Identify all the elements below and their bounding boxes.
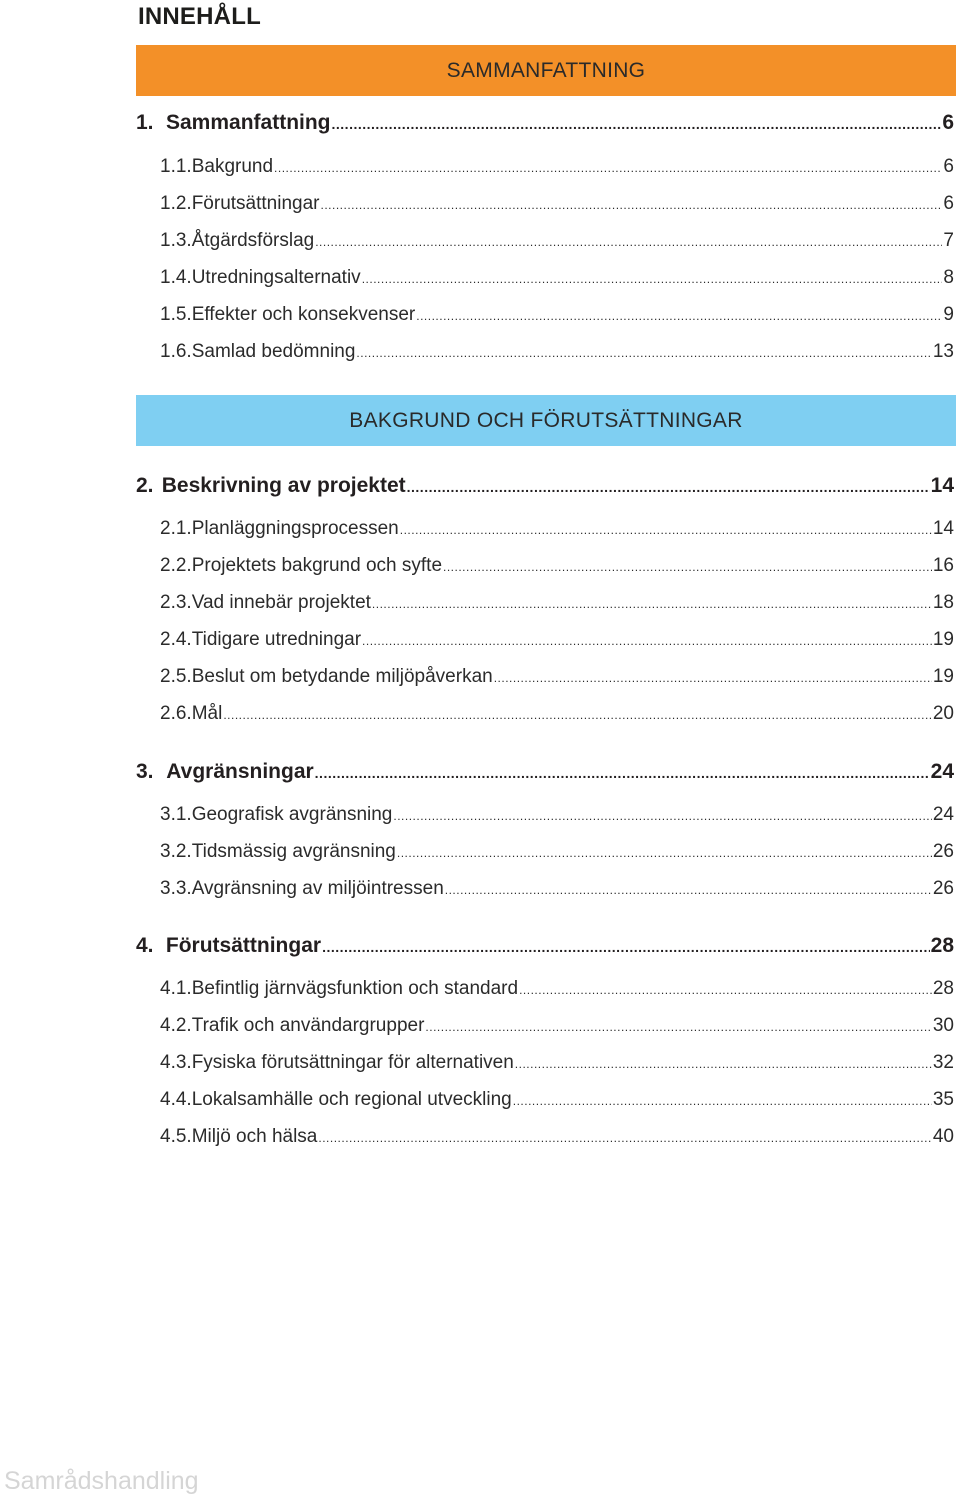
section-band-sammanfattning: SAMMANFATTNING [136,45,956,96]
dot-leader [274,161,942,175]
dot-leader [445,883,932,897]
dot-leader [362,634,932,648]
toc-title: Trafik och användargrupper [191,1015,425,1036]
toc-number: 1.6. [160,341,192,362]
dot-leader [515,1057,932,1071]
toc-entry-3-1[interactable] [160,804,954,826]
toc-number: 2.3. [160,592,192,613]
toc-chapter-2[interactable] [136,474,954,498]
toc-page: 9 [943,304,954,325]
dot-leader [425,1020,931,1034]
toc-title: Geografisk avgränsning [191,804,393,825]
toc-title: Sammanfattning [166,111,331,134]
toc-entry-4-4[interactable] [160,1089,954,1111]
toc-number: 1.3. [160,230,192,251]
toc-title: Planläggningsprocessen [191,518,399,539]
toc-page: 13 [932,341,954,362]
toc-page: 7 [943,230,954,251]
toc-entry-1-6[interactable] [160,341,954,363]
toc-page: 20 [932,703,954,724]
dot-leader [223,708,932,722]
toc-number: 3. [136,760,154,783]
dot-leader [494,671,932,685]
toc-page: 35 [932,1089,954,1110]
dot-leader [416,309,942,323]
toc-title: Åtgärdsförslag [191,230,315,251]
toc-number: 1.2. [160,193,192,214]
toc-entry-4-5[interactable] [160,1126,954,1148]
toc-page: 24 [930,760,954,783]
toc-title: Miljö och hälsa [191,1126,318,1147]
toc-title: Effekter och konsekvenser [191,304,416,325]
dot-leader [315,235,942,249]
toc-number: 4.3. [160,1052,192,1073]
dot-leader [318,1131,931,1145]
footer-watermark: Samrådshandling [4,1467,199,1495]
toc-title: Tidigare utredningar [191,629,362,650]
toc-title: Förutsättningar [191,193,320,214]
dot-leader [362,272,943,286]
dot-leader [519,983,932,997]
toc-page: 40 [932,1126,954,1147]
toc-number: 1.4. [160,267,192,288]
toc-number: 2.6. [160,703,192,724]
toc-page: 28 [930,934,954,957]
toc-entry-2-3[interactable] [160,592,954,614]
toc-entry-4-3[interactable] [160,1052,954,1074]
toc-number: 2.4. [160,629,192,650]
toc-title: Avgränsningar [166,760,314,783]
toc-title: Fysiska förutsättningar för alternativen [191,1052,514,1073]
toc-chapter-4[interactable] [136,934,954,958]
dot-leader [443,560,932,574]
toc-number: 4.4. [160,1089,192,1110]
toc-page: 6 [942,111,954,134]
toc-entry-1-1[interactable] [160,156,954,178]
toc-page: 16 [932,555,954,576]
toc-title: Samlad bedömning [191,341,356,362]
toc-chapter-1[interactable] [136,111,954,135]
toc-number: 3.2. [160,841,192,862]
toc-title: Beskrivning av projektet [161,474,406,497]
toc-entry-3-3[interactable] [160,878,954,900]
toc-entry-1-5[interactable] [160,304,954,326]
dot-leader [407,479,930,495]
toc-title: Projektets bakgrund och syfte [191,555,443,576]
toc-entry-2-1[interactable] [160,518,954,540]
toc-page: 24 [932,804,954,825]
toc-entry-2-5[interactable] [160,666,954,688]
toc-page: 30 [932,1015,954,1036]
toc-number: 3.1. [160,804,192,825]
dot-leader [513,1094,932,1108]
toc-entry-1-3[interactable] [160,230,954,252]
toc-number: 4. [136,934,154,957]
toc-title: Beslut om betydande miljöpåverkan [191,666,493,687]
toc-page: 28 [932,978,954,999]
dot-leader [322,939,930,955]
toc-chapter-3[interactable] [136,760,954,784]
toc-number: 3.3. [160,878,192,899]
toc-entry-2-6[interactable] [160,703,954,725]
toc-number: 4.2. [160,1015,192,1036]
toc-entry-1-2[interactable] [160,193,954,215]
toc-title: Lokalsamhälle och regional utveckling [191,1089,512,1110]
toc-number: 4.5. [160,1126,192,1147]
dot-leader [400,523,932,537]
page-title: INNEHÅLL [138,3,261,30]
toc-title: Bakgrund [191,156,274,177]
toc-page: 32 [932,1052,954,1073]
toc-page: 6 [943,156,954,177]
toc-number: 2.1. [160,518,192,539]
toc-entry-4-1[interactable] [160,978,954,1000]
dot-leader [393,809,931,823]
toc-title: Avgränsning av miljöintressen [191,878,444,899]
toc-entry-2-2[interactable] [160,555,954,577]
toc-number: 4.1. [160,978,192,999]
toc-number: 2. [136,474,154,497]
dot-leader [332,116,942,132]
dot-leader [397,846,932,860]
toc-page: 26 [932,841,954,862]
toc-title: Vad innebär projektet [191,592,371,613]
dot-leader [315,765,930,781]
toc-page: 8 [943,267,954,288]
toc-page: 19 [932,629,954,650]
toc-number: 2.5. [160,666,192,687]
toc-page: 18 [932,592,954,613]
toc-number: 1.1. [160,156,192,177]
toc-number: 2.2. [160,555,192,576]
toc-number: 1. [136,111,154,134]
toc-title: Mål [191,703,223,724]
toc-page: 6 [943,193,954,214]
toc-entry-2-4[interactable] [160,629,954,651]
toc-title: Utredningsalternativ [191,267,361,288]
toc-entry-3-2[interactable] [160,841,954,863]
toc-page: 14 [930,474,954,497]
toc-number: 1.5. [160,304,192,325]
toc-page: 14 [932,518,954,539]
toc-page: 26 [932,878,954,899]
toc-entry-1-4[interactable] [160,267,954,289]
dot-leader [321,198,943,212]
toc-title: Befintlig järnvägsfunktion och standard [191,978,519,999]
dot-leader [372,597,932,611]
toc-title: Förutsättningar [165,934,322,957]
toc-page: 19 [932,666,954,687]
toc-entry-4-2[interactable] [160,1015,954,1037]
toc-title: Tidsmässig avgränsning [191,841,396,862]
section-band-bakgrund: BAKGRUND OCH FÖRUTSÄTTNINGAR [136,395,956,446]
dot-leader [356,346,931,360]
